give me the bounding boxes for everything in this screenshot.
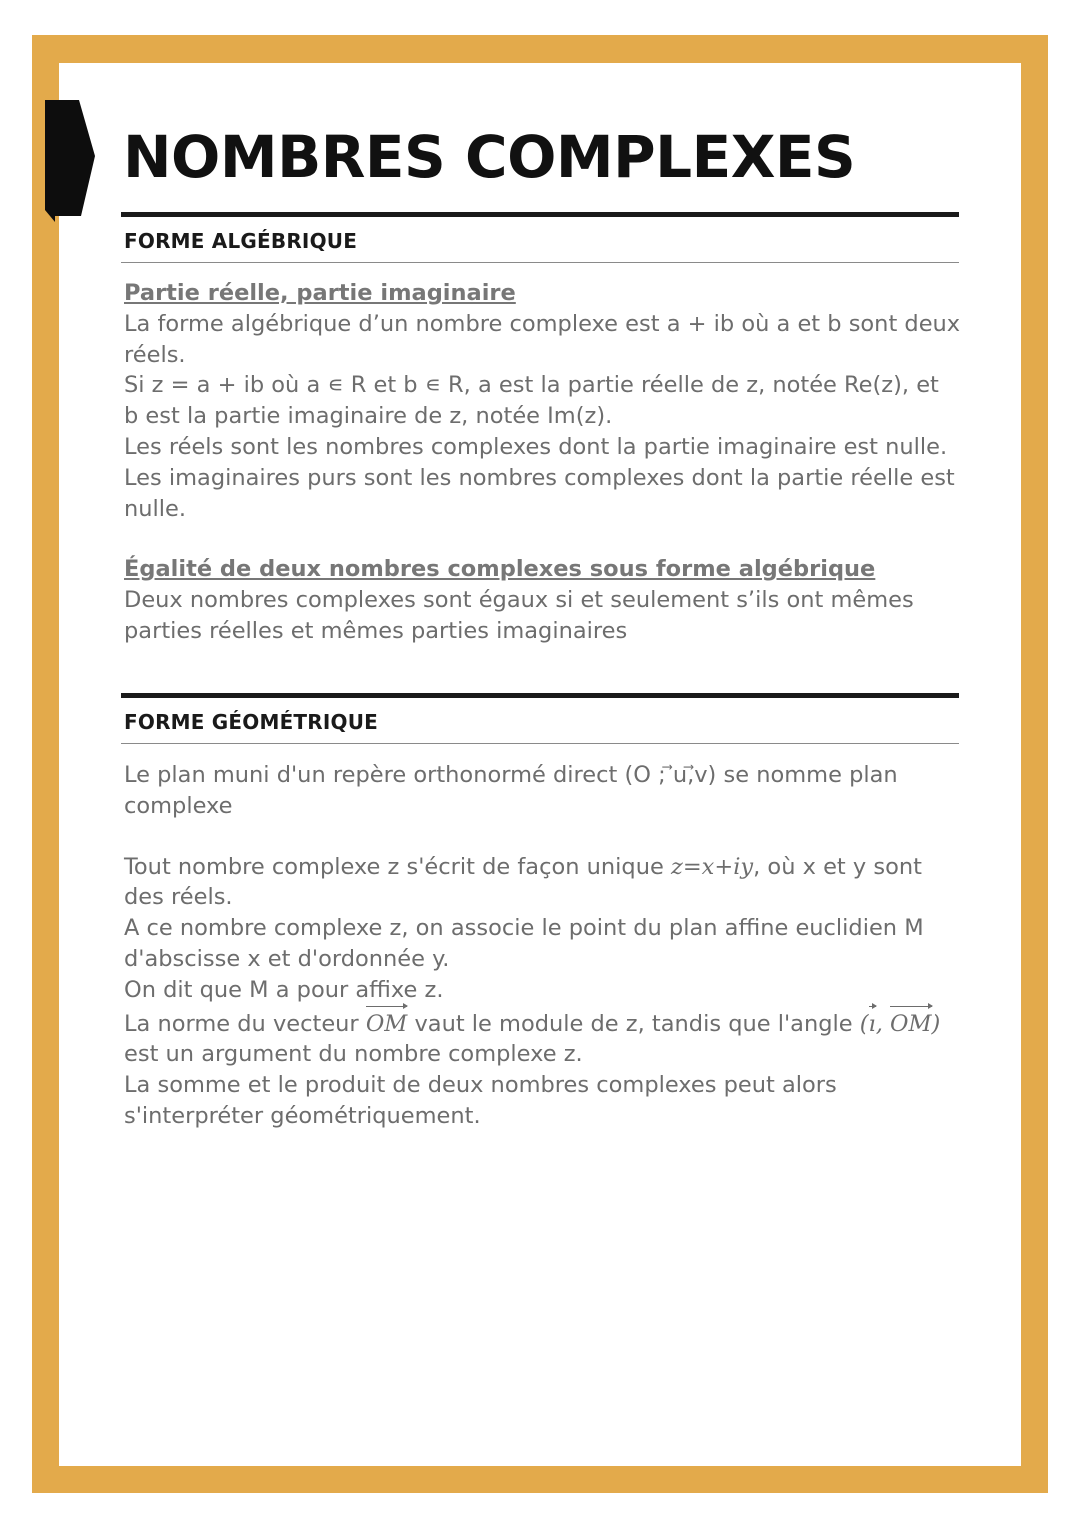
vector-label: OM	[890, 1010, 932, 1037]
page-title: NOMBRES COMPLEXES	[123, 123, 856, 191]
text-line	[124, 1009, 964, 1040]
algebraic-section-body	[124, 278, 964, 647]
title-rule	[121, 212, 959, 217]
angle-expression	[860, 1011, 941, 1037]
section-tab-marker	[45, 100, 97, 222]
text-line: est un argument du nombre complexe z.	[124, 1041, 583, 1068]
separator: ,	[875, 1010, 891, 1037]
section-rule	[121, 743, 959, 744]
text-line: La forme algébrique d’un nombre complexe est a + ib où a et b sont deux	[124, 310, 961, 337]
text-line: Les imaginaires purs sont les nombres complexes dont la partie réelle est	[124, 464, 955, 491]
text-line: On dit que M a pour affixe z.	[124, 976, 444, 1003]
section-label-geometric: FORME GÉOMÉTRIQUE	[124, 710, 379, 734]
vector-arrow	[869, 1006, 876, 1009]
text-line: réels.	[124, 341, 186, 368]
formula-z: z=x+iy	[670, 853, 754, 880]
text-line: A ce nombre complexe z, on associe le point du plan affine euclidien M	[124, 915, 924, 942]
paren: )	[931, 1010, 941, 1037]
text-line: Deux nombres complexes sont égaux si et seulement s’ils ont mêmes	[124, 587, 914, 614]
text-segment: Tout nombre complexe z s'écrit de façon unique	[124, 853, 671, 880]
section-label-algebraic: FORME ALGÉBRIQUE	[124, 229, 358, 253]
text-line: nulle.	[124, 495, 187, 522]
vector-arrow	[890, 1006, 931, 1009]
geometric-section-body	[124, 760, 964, 1132]
text-line: des réels.	[124, 884, 233, 911]
paren: (	[859, 1010, 869, 1037]
text-line: Les réels sont les nombres complexes dont la partie imaginaire est nulle.	[124, 433, 948, 460]
section-divider-rule	[121, 693, 959, 698]
text-segment: , où x et y sont	[753, 853, 922, 880]
text-line: Le plan muni d'un repère orthonormé direct (O ; ⃗u,⃗v) se nomme plan	[124, 762, 898, 788]
text-line: parties réelles et mêmes parties imaginaires	[124, 617, 628, 644]
text-line: d'abscisse x et d'ordonnée y.	[124, 945, 450, 972]
text-line: s'interpréter géométriquement.	[124, 1102, 481, 1129]
vector-om	[890, 1009, 931, 1040]
subheading-equality: Égalité de deux nombres complexes sous forme algébrique	[124, 556, 876, 583]
text-line: Si z = a + ib où a ∊ R et b ∊ R, a est la partie réelle de z, notée Re(z), et	[124, 372, 939, 399]
text-line: La somme et le produit de deux nombres complexes peut alors	[124, 1072, 837, 1099]
text-line: b est la partie imaginaire de z, notée Im(z).	[124, 403, 613, 430]
vector-arrow	[366, 1006, 407, 1009]
text-line: complexe	[124, 792, 233, 819]
text-line	[124, 852, 964, 883]
text-segment: vaut le module de z, tandis que l'angle	[407, 1010, 860, 1037]
text-segment: La norme du vecteur	[124, 1010, 366, 1037]
vector-om	[366, 1009, 407, 1040]
document-content	[123, 120, 961, 1129]
vector-i	[869, 1009, 876, 1040]
section-rule	[121, 262, 959, 263]
subheading-real-imaginary: Partie réelle, partie imaginaire	[124, 280, 516, 306]
vector-label: ı	[868, 1010, 876, 1037]
vector-label: OM	[365, 1010, 408, 1037]
